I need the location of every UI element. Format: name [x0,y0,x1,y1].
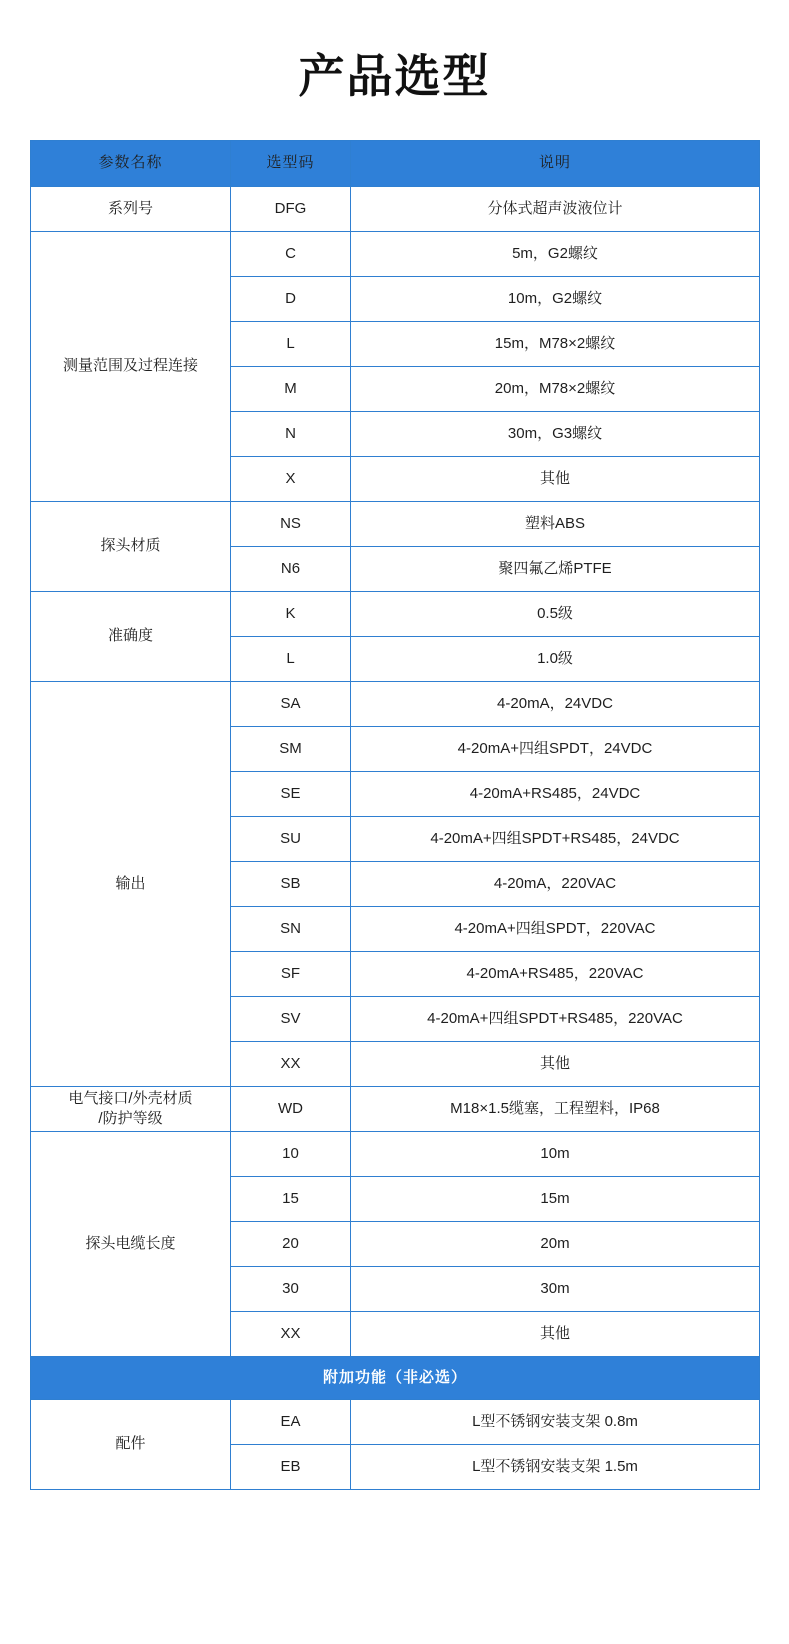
code-cell: 20 [231,1222,351,1267]
desc-cell: 15m，M78×2螺纹 [351,322,760,367]
product-selection-page [0,40,789,1530]
header-param-name: 参数名称 [31,141,231,187]
section-header-row [31,1357,760,1400]
code-cell: SV [231,997,351,1042]
code-cell: SE [231,772,351,817]
desc-cell: L型不锈钢安装支架 0.8m [351,1400,760,1445]
code-cell: DFG [231,187,351,232]
param-cell-output: 输出 [31,682,231,1087]
param-cell-cable-length: 探头电缆长度 [31,1132,231,1357]
param-cell-range-connection: 测量范围及过程连接 [31,232,231,502]
table-row [31,1132,760,1177]
desc-cell: 4-20mA+RS485，220VAC [351,952,760,997]
desc-cell: 塑料ABS [351,502,760,547]
param-cell-series: 系列号 [31,187,231,232]
desc-cell: 1.0级 [351,637,760,682]
desc-cell: 4-20mA，220VAC [351,862,760,907]
desc-cell: 30m [351,1267,760,1312]
table-header [31,141,760,187]
table-row [31,502,760,547]
code-cell: XX [231,1042,351,1087]
param-cell-probe-material: 探头材质 [31,502,231,592]
code-cell: N [231,412,351,457]
desc-cell: 30m，G3螺纹 [351,412,760,457]
desc-cell: L型不锈钢安装支架 1.5m [351,1445,760,1490]
header-selection-code: 选型码 [231,141,351,187]
code-cell: EB [231,1445,351,1490]
code-cell: SN [231,907,351,952]
param-line-2: /防护等级 [98,1110,163,1127]
table-row [31,232,760,277]
desc-cell: 分体式超声波液位计 [351,187,760,232]
code-cell: WD [231,1087,351,1132]
code-cell: L [231,637,351,682]
desc-cell: 其他 [351,1312,760,1357]
desc-cell: 10m，G2螺纹 [351,277,760,322]
code-cell: K [231,592,351,637]
code-cell: M [231,367,351,412]
desc-cell: 其他 [351,457,760,502]
desc-cell: 4-20mA+四组SPDT+RS485，24VDC [351,817,760,862]
spec-table-container [0,140,789,1530]
table-row [31,1087,760,1132]
desc-cell: 4-20mA+RS485，24VDC [351,772,760,817]
desc-cell: 聚四氟乙烯PTFE [351,547,760,592]
code-cell: SU [231,817,351,862]
code-cell: 10 [231,1132,351,1177]
param-cell-accuracy: 准确度 [31,592,231,682]
param-line-1: 电气接口/外壳材质 [68,1089,193,1107]
product-selection-table [30,140,760,1490]
desc-cell: 4-20mA+四组SPDT，24VDC [351,727,760,772]
table-row [31,592,760,637]
desc-cell: M18×1.5缆塞，工程塑料，IP68 [351,1087,760,1132]
code-cell: SM [231,727,351,772]
desc-cell: 20m [351,1222,760,1267]
code-cell: SA [231,682,351,727]
table-body [31,187,760,1490]
page-title: 产品选型 [298,49,491,103]
code-cell: C [231,232,351,277]
code-cell: SF [231,952,351,997]
table-header-row [31,141,760,187]
desc-cell: 0.5级 [351,592,760,637]
desc-cell: 4-20mA，24VDC [351,682,760,727]
desc-cell: 15m [351,1177,760,1222]
desc-cell: 4-20mA+四组SPDT+RS485，220VAC [351,997,760,1042]
desc-cell: 10m [351,1132,760,1177]
desc-cell: 5m，G2螺纹 [351,232,760,277]
param-cell-electrical-housing-protection [31,1087,231,1132]
code-cell: 30 [231,1267,351,1312]
header-description: 说明 [351,141,760,187]
code-cell: X [231,457,351,502]
code-cell: SB [231,862,351,907]
desc-cell: 20m，M78×2螺纹 [351,367,760,412]
code-cell: NS [231,502,351,547]
param-cell-accessories: 配件 [31,1400,231,1490]
table-row [31,1400,760,1445]
code-cell: N6 [231,547,351,592]
desc-cell: 其他 [351,1042,760,1087]
code-cell: 15 [231,1177,351,1222]
code-cell: EA [231,1400,351,1445]
section-title-additional-functions: 附加功能（非必选） [31,1357,760,1400]
table-row [31,187,760,232]
code-cell: D [231,277,351,322]
desc-cell: 4-20mA+四组SPDT，220VAC [351,907,760,952]
code-cell: L [231,322,351,367]
table-row [31,682,760,727]
code-cell: XX [231,1312,351,1357]
